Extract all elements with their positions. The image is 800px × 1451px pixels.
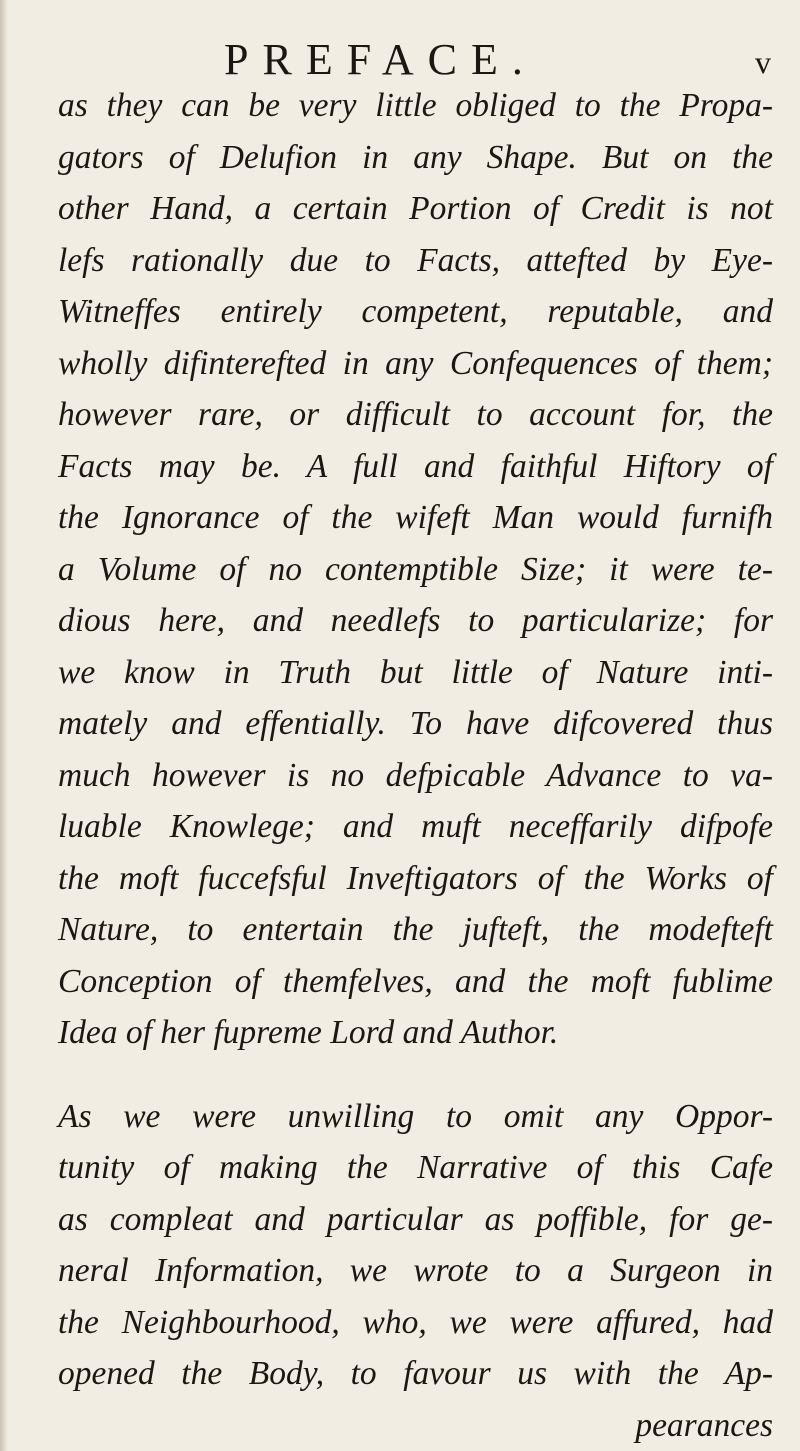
text-line: the Neighbourhood, who, we were affured, had [58, 1303, 773, 1341]
text-line: tunity of making the Narrative of this Cafe [58, 1149, 773, 1186]
text-line: neral Information, we wrote to a Surgeon in [58, 1252, 773, 1289]
body-text [58, 80, 773, 1451]
running-title: PREFACE. [224, 35, 537, 84]
text-line: as compleat and particular as poffible, for ge- [58, 1200, 773, 1238]
text-line: as they can be very little obliged to the Propa- [58, 87, 773, 124]
text-line: the Ignorance of the wifeft Man would furnifh [58, 499, 773, 536]
text-line: luable Knowlege; and muft neceffarily difpofe [58, 808, 773, 845]
text-line: lefs rationally due to Facts, attefted by Eye- [58, 241, 773, 279]
text-line: the moft fuccefsful Inveftigators of the Works of [58, 859, 773, 897]
text-line: other Hand, a certain Portion of Credit is not [58, 190, 773, 227]
paragraph-gap [58, 1059, 773, 1091]
text-line: a Volume of no contemptible Size; it were te- [58, 550, 773, 588]
text-line: opened the Body, to favour us with the Ap- [58, 1355, 773, 1392]
text-line: gators of Delufion in any Shape. But on the [58, 138, 773, 176]
text-line: Conception of themfelves, and the moft fublime [58, 962, 773, 1000]
text-line: Idea of her fupreme Lord and Author. [58, 1014, 559, 1051]
text-line: wholly difinterefted in any Confequences of them; [58, 344, 773, 382]
text-line: As we were unwilling to omit any Oppor- [58, 1097, 773, 1135]
text-line: mately and effentially. To have difcovered thus [58, 705, 773, 742]
text-line: we know in Truth but little of Nature inti- [58, 653, 773, 691]
text-line: much however is no defpicable Advance to va- [58, 756, 773, 794]
text-line: Facts may be. A full and faithful Hiftory of [58, 447, 773, 485]
text-line: however rare, or difficult to account for, the [58, 396, 773, 433]
page-edge [0, 0, 8, 1451]
text-line: Nature, to entertain the jufteft, the modefteft [58, 911, 773, 948]
paragraph-1 [58, 80, 773, 1059]
text-line: Witneffes entirely competent, reputable, and [58, 293, 773, 330]
text-line: dious here, and needlefs to particularize; for [58, 602, 773, 639]
page-number: v [755, 44, 771, 80]
catchword: pearances [635, 1406, 773, 1444]
paragraph-2 [58, 1091, 773, 1451]
